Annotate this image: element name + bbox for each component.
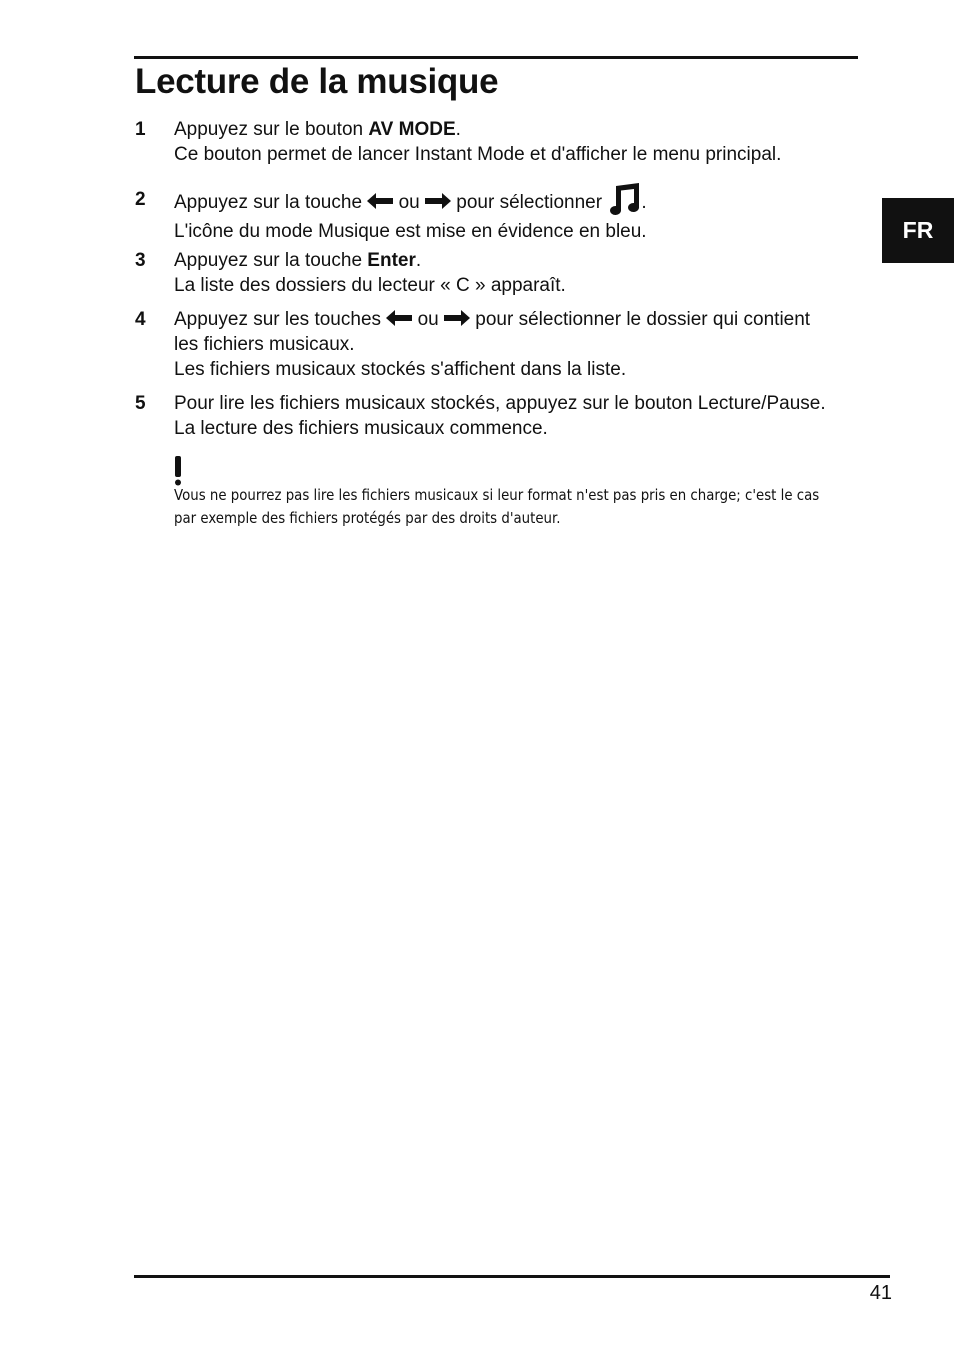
step-number: 2 bbox=[135, 189, 146, 210]
step-1 bbox=[135, 117, 865, 167]
step-line: La lecture des fichiers musicaux commence. bbox=[174, 418, 548, 439]
step-line: Appuyez sur le bouton AV MODE. bbox=[174, 119, 461, 140]
step-line: Les fichiers musicaux stockés s'affichent dans la liste. bbox=[174, 359, 627, 380]
step-line: Ce bouton permet de lancer Instant Mode et d'afficher le menu principal. bbox=[174, 144, 782, 165]
av-mode-label: AV MODE bbox=[368, 119, 456, 140]
note-text bbox=[174, 484, 862, 530]
left-arrow-icon bbox=[386, 310, 412, 326]
right-arrow-icon bbox=[425, 193, 451, 209]
note-line: Vous ne pourrez pas lire les fichiers musicaux si leur format n'est pas pris en charge; c'est le cas bbox=[174, 486, 820, 504]
enter-label: Enter bbox=[367, 250, 416, 271]
step-number: 1 bbox=[135, 119, 146, 140]
step-number: 3 bbox=[135, 250, 146, 271]
exclamation-icon bbox=[174, 456, 182, 486]
step-line: La liste des dossiers du lecteur « C » apparaît. bbox=[174, 275, 566, 296]
note bbox=[174, 456, 864, 530]
step-4 bbox=[135, 307, 865, 382]
step-line: Appuyez sur la touche Enter. bbox=[174, 250, 422, 271]
step-number: 4 bbox=[135, 309, 146, 330]
step-2 bbox=[135, 187, 865, 244]
bottom-rule bbox=[134, 1275, 890, 1278]
page-number: 41 bbox=[869, 1282, 892, 1304]
left-arrow-icon bbox=[367, 193, 393, 209]
step-line: Appuyez sur les touches ou pour sélectionner le dossier qui contient bbox=[174, 309, 811, 330]
step-3 bbox=[135, 248, 865, 298]
music-note-icon bbox=[607, 183, 641, 215]
step-line: Pour lire les fichiers musicaux stockés, appuyez sur le bouton Lecture/Pause. bbox=[174, 393, 826, 414]
step-line: L'icône du mode Musique est mise en évidence en bleu. bbox=[174, 221, 647, 242]
step-line: Appuyez sur la touche ou pour sélectionner . bbox=[174, 187, 865, 219]
step-number: 5 bbox=[135, 393, 146, 414]
page-title: Lecture de la musique bbox=[135, 62, 499, 101]
note-line: par exemple des fichiers protégés par des droits d'auteur. bbox=[174, 509, 561, 527]
top-rule bbox=[134, 56, 858, 59]
step-line: les fichiers musicaux. bbox=[174, 334, 355, 355]
language-tab: FR bbox=[882, 198, 954, 263]
step-5 bbox=[135, 391, 865, 441]
right-arrow-icon bbox=[444, 310, 470, 326]
